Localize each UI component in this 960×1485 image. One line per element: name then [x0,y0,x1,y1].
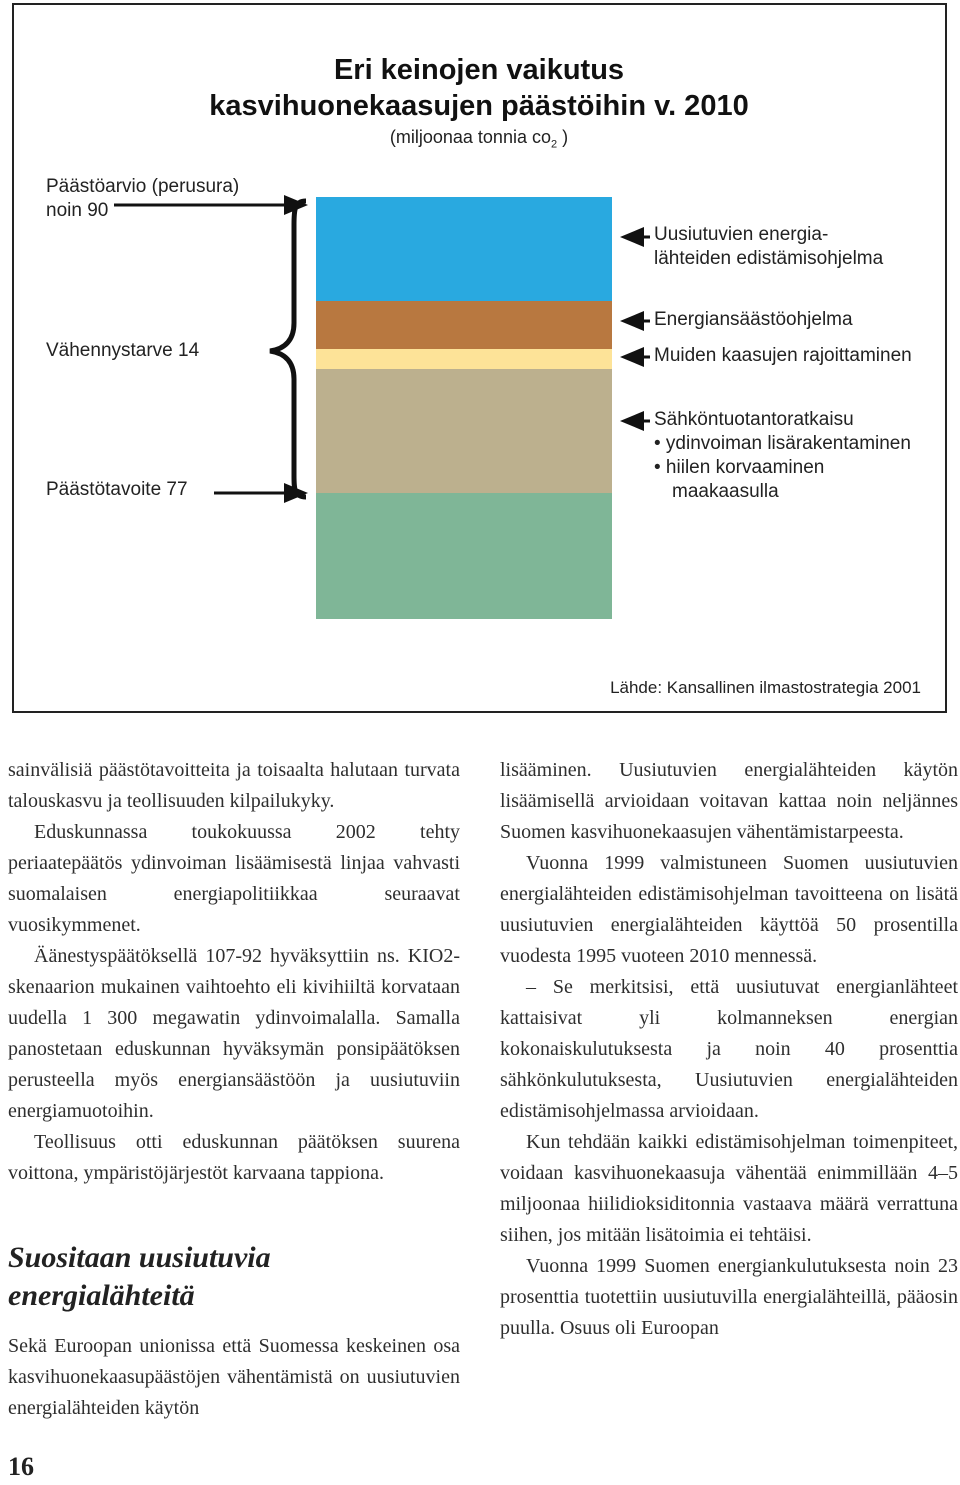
left-paragraph-1: sainvälisiä päästötavoitteita ja toisaalta halutaan turvata talouskasvu ja teollisuuden kilpailukyky. [8,759,460,812]
right-paragraph-2: Vuonna 1999 valmistuneen Suomen uusiutuvien energialähteiden edistämisohjelman tavoitteena on lisätä uusiutuvien energialähteiden käyttöä 50 prosentilla vuodesta 1995 vuoteen 2010 mennessä. [500,852,958,967]
renewables-arrowhead-icon [620,227,644,247]
electricity-label-line1: Sähköntuotantoratkaisu [654,409,854,430]
unit-subscript: 2 [550,138,558,151]
figure-source: Lähde: Kansallinen ilmastostrategia 2001 [610,678,921,697]
other-gases-label: Muiden kaasujen rajoittaminen [654,345,912,366]
electricity-label [654,408,911,504]
electricity-label-line4: maakaasulla [672,481,779,502]
electricity-arrowhead-icon [620,411,644,431]
right-paragraph-3: – Se merkitsisi, että uusiutuvat energianlähteet kattaisivat yli kolmanneksen energian kokonaiskulutuksesta ja noin 40 prosenttia sähkönkulutuksesta, Uusiutuvien energialähteiden edistämisohjelmassa arvioidaan. [500,976,958,1122]
renewables-label-line1: Uusiutuvien energia- [654,224,829,245]
renewables-label [654,223,883,271]
unit-main: (miljoonaa tonnia co [389,127,551,147]
right-paragraph-4: Kun tehdään kaikki edistämisohjelman toimenpiteet, voidaan kasvihuonekaasuja vähentää enimmillään 4–5 miljoonaa hiilidioksiditonnia vastaava määrä verrattuna siihen, jos mitään lisätoimia ei tehtäisi. [500,1131,958,1246]
left-paragraph-3: Äänestyspäätöksellä 107-92 hyväksyttiin ns. KIO2-skenaarion mukainen vaihtoehto eli kivihiiltä korvataan uudella 1 300 megawatin ydinvoimalalla. Samalla panostetaan eduskunnan hyväksymän ponsipäätöksen perusteella myös energiansäästöön ja uusiutuviin energiamuotoihin. [8,945,460,1122]
figure [12,3,947,713]
left-column [8,755,460,1424]
left-paragraph-2: Eduskunnassa toukokuussa 2002 tehty periaatepäätös ydinvoiman lisäämisestä linjaa vahvasti suomalaisen energiapolitiikkaa seuraavat vuosikymmenet. [8,821,460,936]
reduction-label: Vähennystarve 14 [46,340,200,361]
section-heading: Suositaan uusiutuvia energialähteitä [8,1241,271,1312]
renewables-label-line2: lähteiden edistämisohjelma [654,248,884,269]
figure-title-line2: kasvihuonekaasujen päästöihin v. 2010 [209,90,749,122]
energy-saving-arrowhead-icon [620,311,644,331]
page-number: 16 [8,1452,34,1481]
target-label: Päästötavoite 77 [46,479,188,500]
brace-icon [270,201,306,497]
baseline-label-line2: noin 90 [46,200,109,221]
baseline-label-line1: Päästöarvio (perusura) [46,176,240,197]
left-paragraph-5: Sekä Euroopan unionissa että Suomessa keskeinen osa kasvihuonekaasupäästöjen vähentämistä on uusiutuvien energialähteiden käytön [8,1335,460,1419]
electricity-label-line2: • ydinvoiman lisärakentaminen [654,433,911,454]
right-column [500,755,958,1344]
right-paragraph-1: lisääminen. Uusiutuvien energialähteiden käytön lisäämisellä arvioidaan voitavan kattaa noin neljännes Suomen kasvihuonekaasujen vähentämistarpeesta. [500,759,958,843]
right-paragraph-5: Vuonna 1999 Suomen energiankulutuksesta noin 23 prosenttia tuotettiin uusiutuvilla energialähteillä, pääosin puulla. Osuus oli Euroopan [500,1255,958,1339]
energy-saving-label: Energiansäästöohjelma [654,309,853,330]
left-paragraph-4: Teollisuus otti eduskunnan päätöksen suurena voittona, ympäristöjärjestöt karvaana tappiona. [8,1131,460,1184]
electricity-label-line3: • hiilen korvaaminen [654,457,825,478]
figure-title-line1: Eri keinojen vaikutus [333,54,625,86]
unit-end: ) [557,127,569,147]
other-gases-arrowhead-icon [620,347,644,367]
